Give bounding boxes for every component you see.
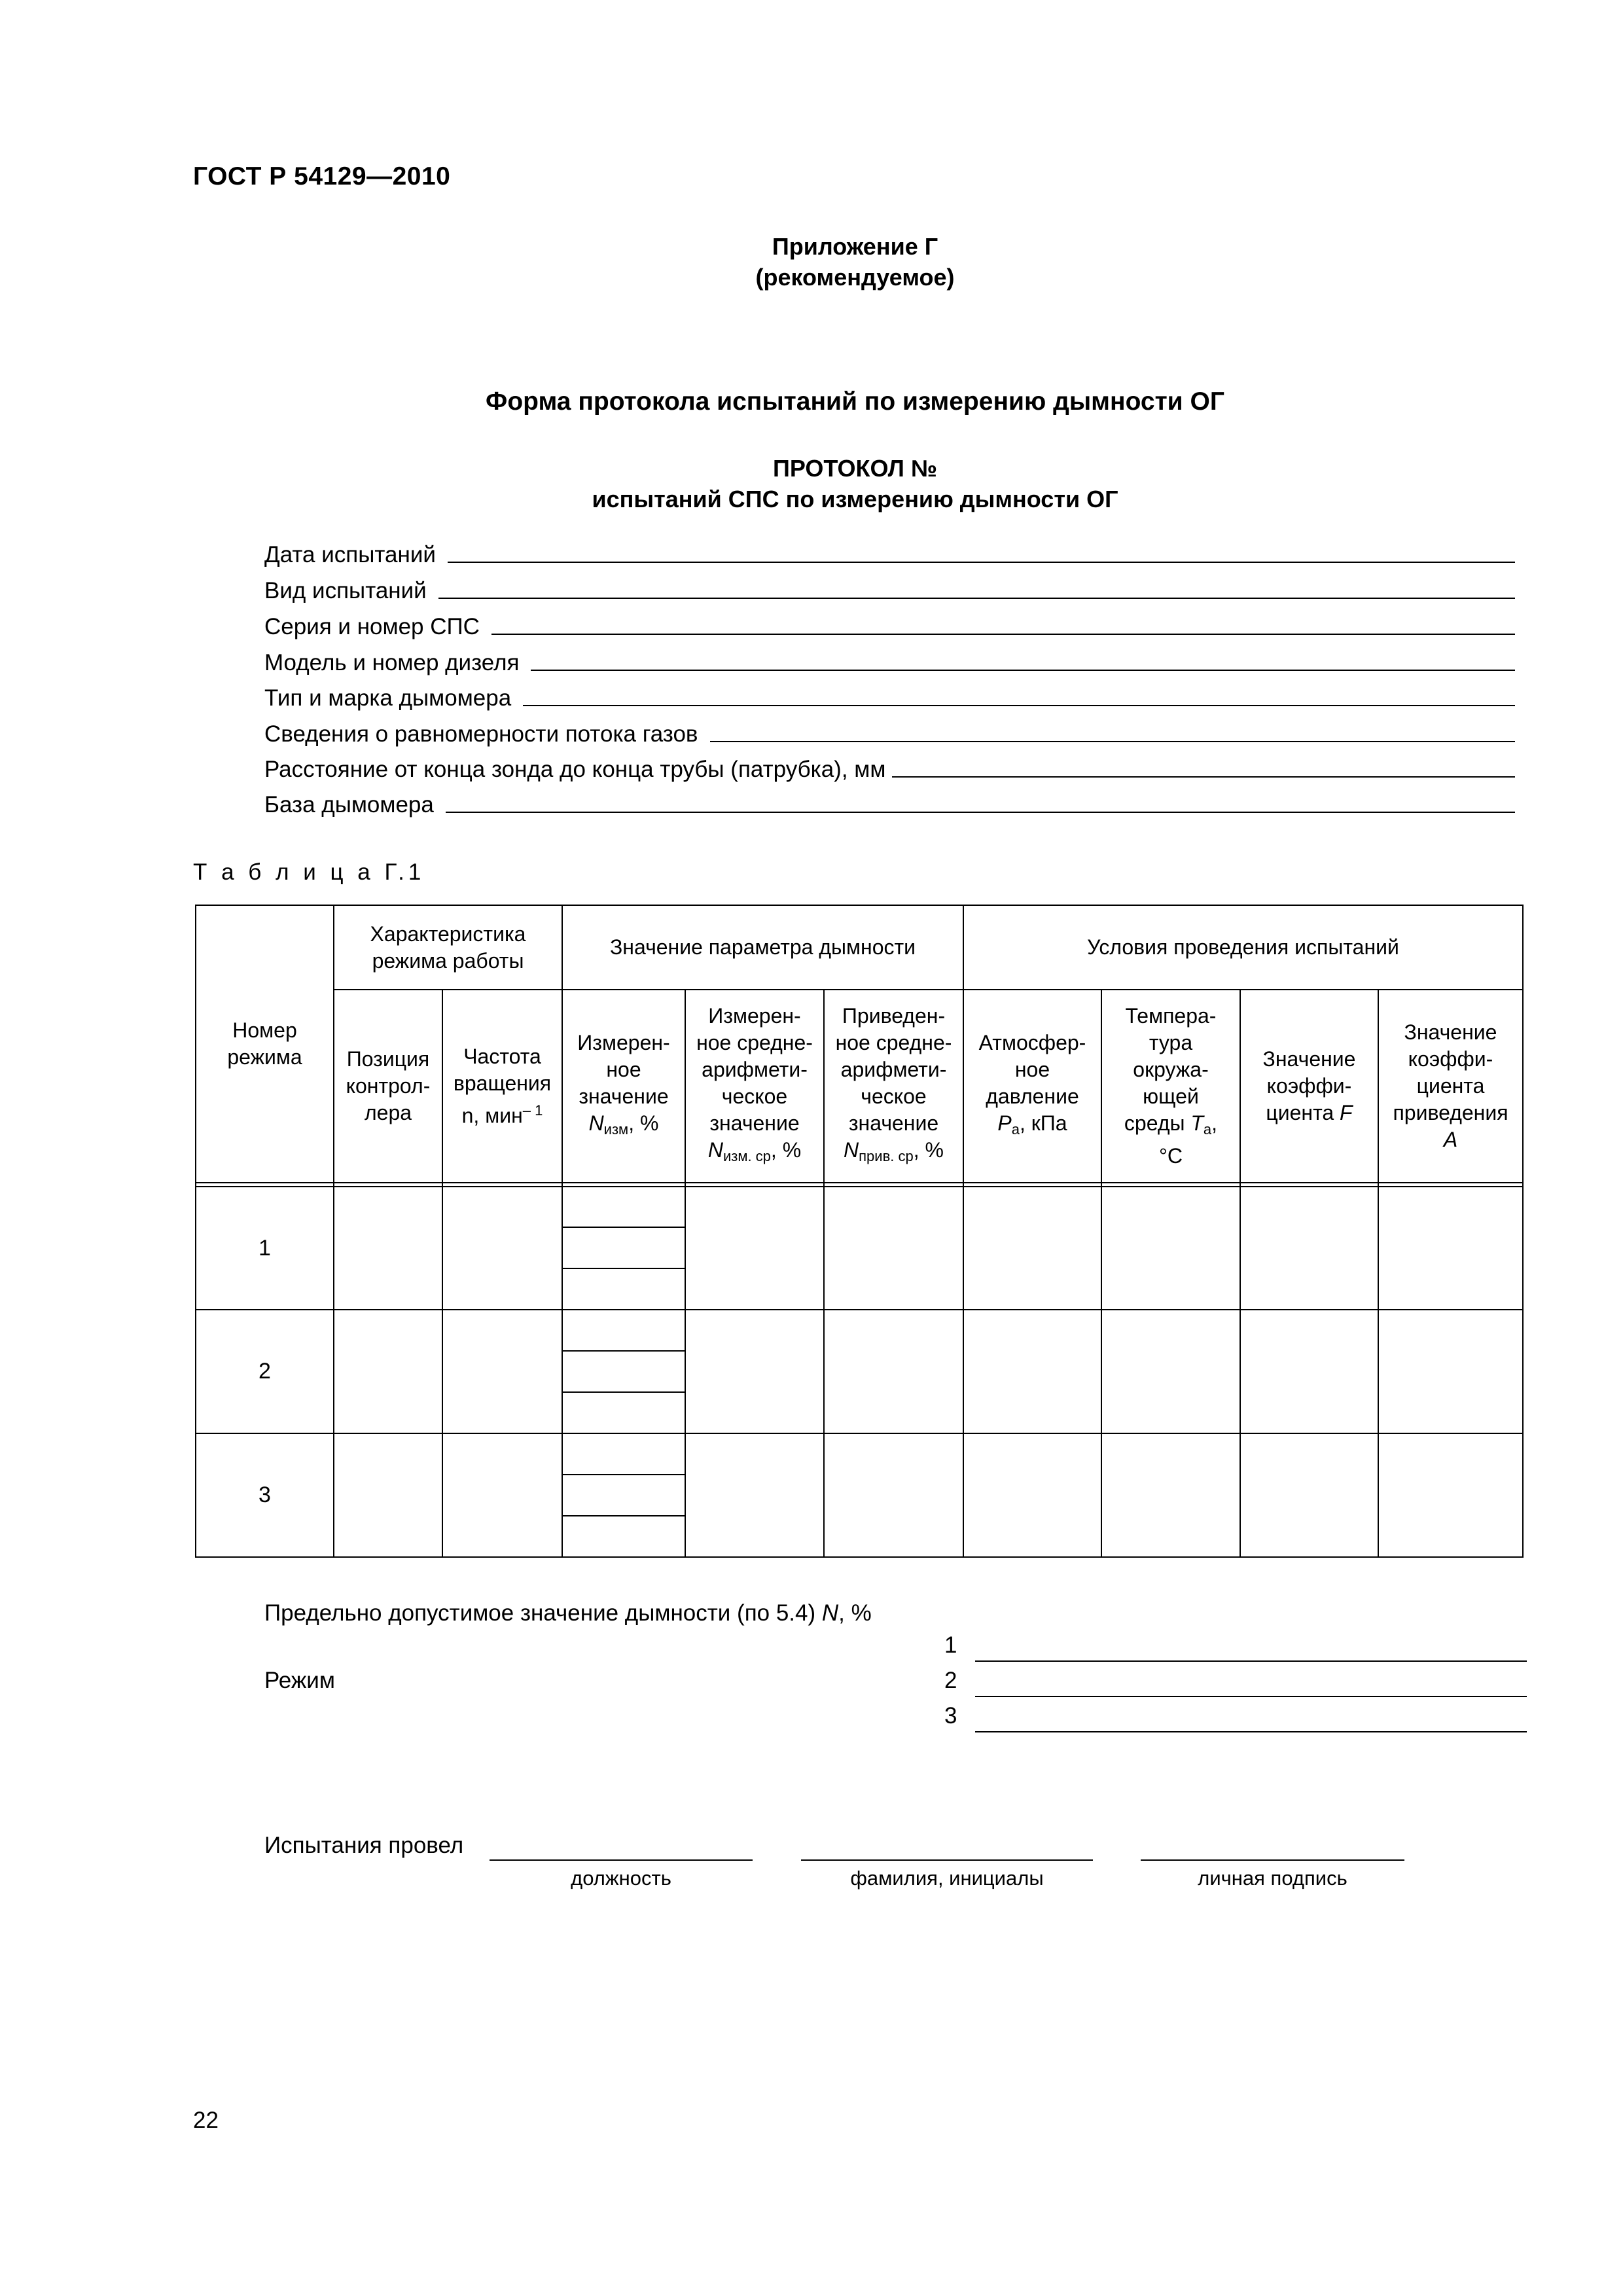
- position-fill-line[interactable]: [490, 1859, 753, 1861]
- name-caption: фамилия, инициалы: [850, 1867, 1044, 1890]
- col-header-controller-position: Позиция контрол-лера: [346, 1047, 431, 1124]
- signature-fill-line[interactable]: [1141, 1859, 1404, 1861]
- fill-line[interactable]: [448, 561, 1515, 563]
- mode-3-fill-line[interactable]: [975, 1731, 1527, 1732]
- group-header-mode: Характеристика режима работы: [370, 922, 526, 973]
- mode-3-number: 3: [944, 1703, 957, 1729]
- fill-line[interactable]: [438, 597, 1515, 599]
- field-label: База дымомера: [264, 792, 434, 817]
- table-row-1-label: 1: [259, 1235, 271, 1261]
- field-label: Тип и марка дымомера: [264, 685, 512, 711]
- table-row-3-label: 3: [259, 1482, 271, 1507]
- field-probe-distance[interactable]: [264, 757, 1515, 783]
- field-label: Вид испытаний: [264, 578, 427, 603]
- mode-1-number: 1: [944, 1632, 957, 1658]
- field-diesel-model[interactable]: [264, 650, 1515, 676]
- col-header-mode-number: Номер режима: [227, 1018, 302, 1069]
- name-fill-line[interactable]: [801, 1859, 1093, 1861]
- document-code: ГОСТ Р 54129—2010: [193, 162, 451, 190]
- smoke-table: [195, 905, 1524, 1558]
- protocol-title: ПРОТОКОЛ №: [773, 455, 937, 482]
- signature-caption: личная подпись: [1198, 1867, 1347, 1890]
- mode-1-fill-line[interactable]: [975, 1660, 1527, 1662]
- col-header-measured: Измерен- ное значение $N_{изм}$, %: [577, 1031, 670, 1138]
- col-header-rotation-speed: Частота вращения n, мин$^{- 1}$: [453, 1044, 552, 1128]
- col-header-measured-average: Измерен- ное средне- арифмети- ческое значение $N_{изм. ср}$, %: [696, 1004, 813, 1164]
- signature-label: Испытания провел: [264, 1833, 464, 1858]
- fill-line[interactable]: [531, 669, 1515, 671]
- field-smoke-meter-base[interactable]: [264, 792, 1515, 818]
- mode-2-number: 2: [944, 1668, 957, 1693]
- field-test-date[interactable]: [264, 542, 1515, 568]
- fill-line[interactable]: [710, 740, 1515, 742]
- field-label: Дата испытаний: [264, 542, 436, 567]
- field-label: Сведения о равномерности потока газов: [264, 721, 698, 747]
- fill-line[interactable]: [446, 811, 1515, 813]
- fill-line[interactable]: [491, 633, 1515, 635]
- field-series-number[interactable]: [264, 614, 1515, 640]
- mode-2-fill-line[interactable]: [975, 1695, 1527, 1697]
- form-title: Форма протокола испытаний по измерению дымности ОГ: [486, 387, 1224, 416]
- position-caption: должность: [571, 1867, 671, 1890]
- fill-line[interactable]: [523, 704, 1515, 706]
- col-header-coefficient-a: Значение коэффи- циента приведения A: [1393, 1020, 1508, 1151]
- page-number: 22: [193, 2108, 219, 2133]
- protocol-subtitle: испытаний СПС по измерению дымности ОГ: [592, 486, 1118, 512]
- col-header-reduced-average: Приведен- ное средне- арифмети- ческое значение $N_{прив. ср}$, %: [835, 1004, 952, 1164]
- group-header-conditions: Условия проведения испытаний: [1087, 935, 1399, 959]
- group-header-smoke: Значение параметра дымности: [609, 935, 916, 959]
- limit-label: Предельно допустимое значение дымности (по 5.4) N, %: [264, 1600, 872, 1626]
- col-header-coefficient-f: Значение коэффи- циента F: [1262, 1047, 1356, 1124]
- field-flow-uniformity[interactable]: [264, 721, 1515, 747]
- appendix-title: Приложение Г: [772, 233, 938, 260]
- field-test-type[interactable]: [264, 578, 1515, 604]
- table-row-2-label: 2: [259, 1359, 271, 1384]
- field-label: Серия и номер СПС: [264, 614, 480, 639]
- table-caption: Т а б л и ц а Г.1: [193, 859, 425, 885]
- col-header-atmospheric-pressure: Атмосфер- ное давление $P_а$, кПа: [978, 1031, 1086, 1138]
- field-label: Модель и номер дизеля: [264, 650, 520, 675]
- appendix-status: (рекомендуемое): [755, 264, 955, 291]
- col-header-ambient-temperature: Темпера- тура окружа- ющей среды $T_а$, °С: [1124, 1004, 1218, 1168]
- field-label: Расстояние от конца зонда до конца трубы (патрубка), мм: [264, 757, 886, 782]
- field-smoke-meter-type[interactable]: [264, 685, 1515, 711]
- fill-line[interactable]: [892, 776, 1515, 778]
- mode-label: Режим: [264, 1668, 335, 1693]
